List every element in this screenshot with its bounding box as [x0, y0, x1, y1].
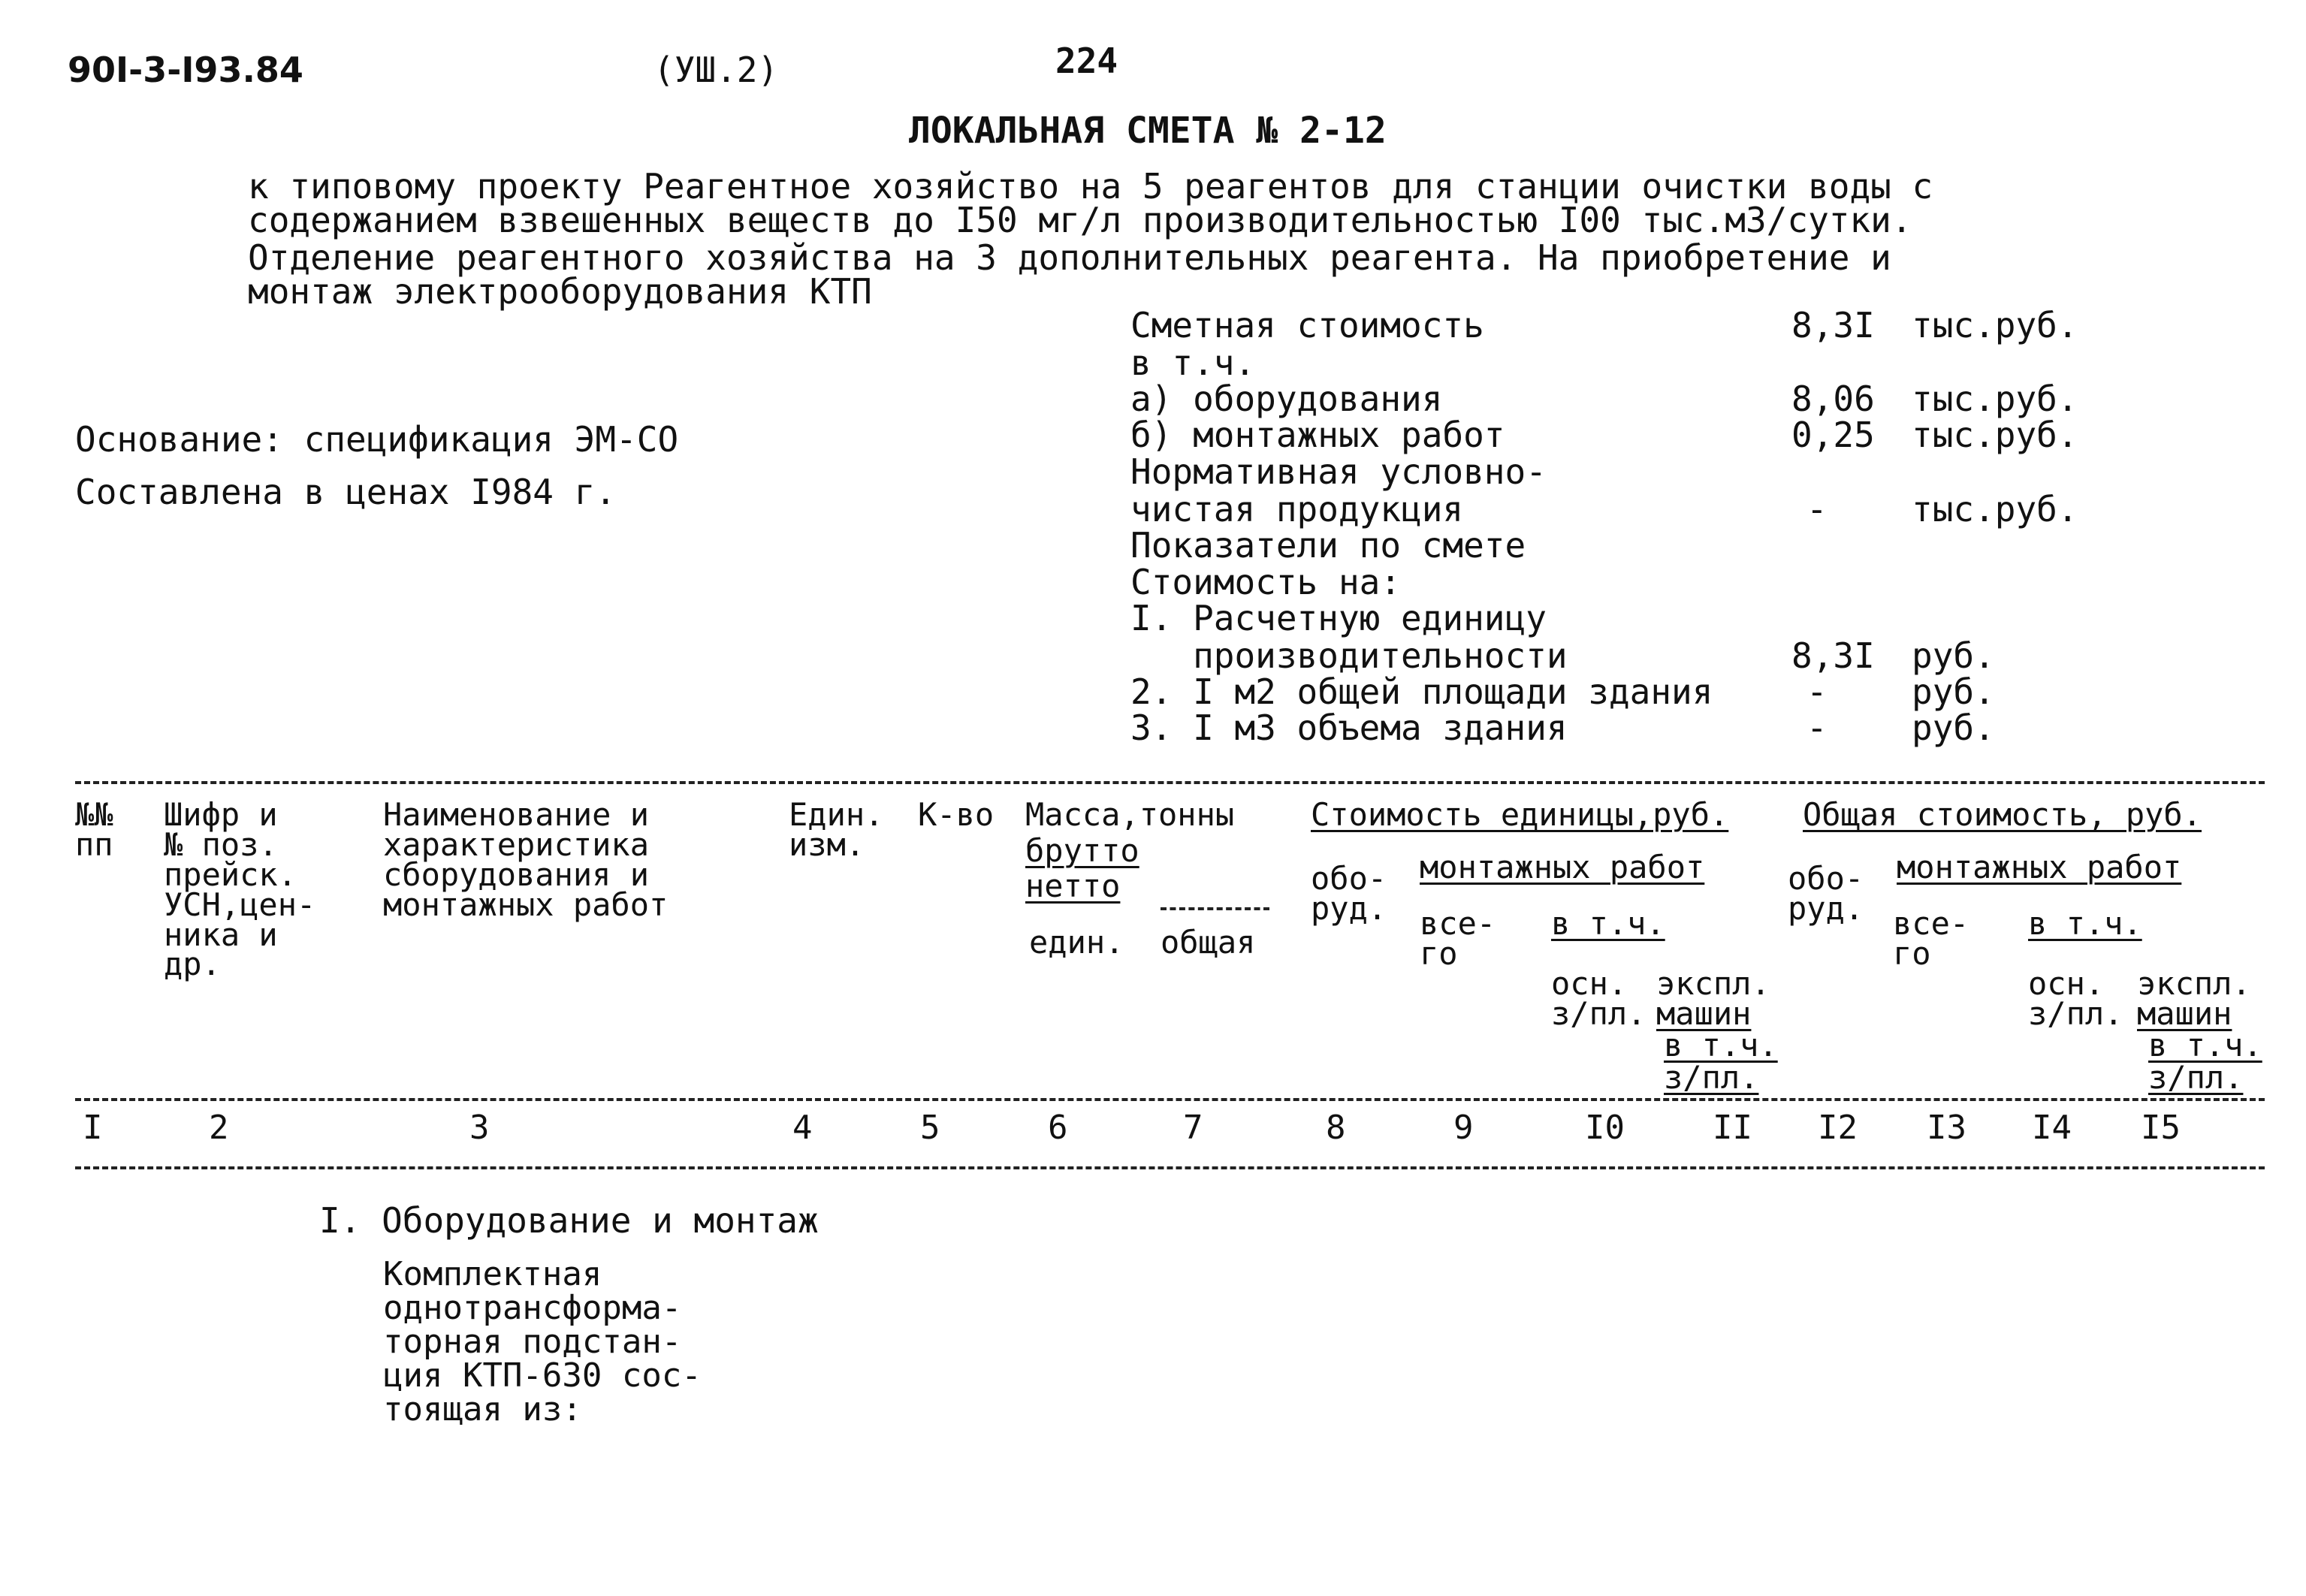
unit-incl-wage-label: в т.ч.: [1664, 1027, 1778, 1063]
col-header-unit: Един. изм.: [789, 796, 884, 863]
unit-incl-wage-label-2: з/пл.: [1664, 1059, 1759, 1096]
header-bottom-rule: [75, 1098, 2265, 1101]
summary-label: I. Расчетную единицу: [1130, 598, 1547, 638]
unit-machines-label: экспл.: [1656, 965, 1770, 1002]
total-machines-label: экспл.: [2137, 965, 2251, 1002]
column-number: I0: [1585, 1109, 1625, 1147]
summary-label: производительности: [1130, 635, 1568, 676]
subtitle-line: монтаж электрооборудования КТП: [248, 271, 872, 312]
unit-machines-label-2: машин: [1656, 995, 1752, 1032]
col-header-quantity: К-во: [918, 796, 995, 833]
mass-brutto-label: брутто: [1025, 832, 1139, 869]
document-code: 90I-3-I93.84: [68, 50, 303, 90]
column-number: 3: [469, 1109, 490, 1147]
summary-value: -: [1806, 707, 1828, 748]
column-number: I4: [2032, 1109, 2072, 1147]
document-title: ЛОКАЛЬНАЯ СМЕТА № 2-12: [909, 110, 1387, 152]
summary-label: Стоимость на:: [1130, 562, 1402, 602]
summary-label: чистая продукция: [1130, 489, 1464, 529]
total-incl-wage-label-2: з/пл.: [2148, 1059, 2244, 1096]
column-number: 9: [1453, 1109, 1474, 1147]
summary-unit: руб.: [1912, 635, 1995, 676]
summary-label: Нормативная условно-: [1130, 451, 1547, 492]
summary-value: 8,3I: [1791, 635, 1875, 676]
col-header-number: №№ пп: [75, 796, 113, 863]
summary-value: 8,06: [1791, 379, 1875, 419]
summary-unit: тыс.руб.: [1912, 379, 2078, 419]
item-description-line: торная подстан-: [383, 1323, 682, 1361]
basis-line: Основание: спецификация ЭМ-СО: [75, 419, 679, 460]
numbers-bottom-rule: [75, 1166, 2265, 1169]
column-number: II: [1713, 1109, 1752, 1147]
summary-label: 3. I м3 объема здания: [1130, 707, 1568, 748]
unit-cost-header: Стоимость единицы,руб.: [1311, 796, 1729, 833]
price-year-line: Составлена в ценах I984 г.: [75, 472, 617, 512]
summary-label: Сметная стоимость: [1130, 305, 1484, 345]
subtitle-line: Отделение реагентного хозяйства на 3 дополнительных реагента. На приобретение и: [248, 237, 1891, 278]
col-header-code: Шифр и № поз. прейск. УСН,цен- ника и др.: [164, 796, 316, 983]
col-header-mass: Масса,тонны: [1025, 796, 1235, 833]
total-mount-total-label: все- го: [1893, 905, 1969, 972]
column-number: 5: [920, 1109, 940, 1147]
unit-mount-header: монтажных работ: [1420, 849, 1705, 885]
column-number: 8: [1326, 1109, 1346, 1147]
subtitle-line: содержанием взвешенных веществ до I50 мг/л производительностью I00 тыс.м3/сутки.: [248, 200, 1912, 240]
column-number: I2: [1818, 1109, 1858, 1147]
column-number: 2: [209, 1109, 229, 1147]
total-incl-wage-label: в т.ч.: [2148, 1027, 2262, 1063]
volume-label: (УШ.2): [653, 50, 779, 90]
col-header-name: Наименование и характеристика сборудования и монтажных работ: [383, 796, 669, 923]
mass-unit-label: един.: [1029, 924, 1124, 961]
summary-label: в т.ч.: [1130, 342, 1256, 383]
summary-value: 0,25: [1791, 415, 1875, 455]
summary-label: Показатели по смете: [1130, 525, 1526, 566]
column-number: 4: [792, 1109, 813, 1147]
summary-value: -: [1806, 671, 1828, 712]
total-mount-header: монтажных работ: [1897, 849, 2182, 885]
table-top-rule: [75, 781, 2265, 784]
summary-unit: руб.: [1912, 671, 1995, 712]
summary-label: б) монтажных работ: [1130, 415, 1505, 455]
item-description-line: Комплектная: [383, 1255, 602, 1293]
unit-including-label: в т.ч.: [1551, 905, 1665, 942]
summary-unit: тыс.руб.: [1912, 489, 2078, 529]
mass-netto-label: нетто: [1025, 867, 1121, 904]
total-cost-header: Общая стоимость, руб.: [1803, 796, 2202, 833]
total-machines-label-2: машин: [2137, 995, 2232, 1032]
mass-divider: [1161, 907, 1269, 910]
unit-mount-total-label: все- го: [1420, 905, 1496, 972]
summary-label: 2. I м2 общей площади здания: [1130, 671, 1713, 712]
mass-total-label: общая: [1161, 924, 1256, 961]
subtitle-line: к типовому проекту Реагентное хозяйство на 5 реагентов для станции очистки воды с: [248, 166, 1933, 207]
unit-equipment-label: обо- руд.: [1311, 860, 1387, 927]
summary-unit: тыс.руб.: [1912, 305, 2078, 345]
summary-unit: руб.: [1912, 707, 1995, 748]
summary-unit: тыс.руб.: [1912, 415, 2078, 455]
total-including-label: в т.ч.: [2028, 905, 2142, 942]
column-number: I5: [2141, 1109, 2181, 1147]
page-number: 224: [1055, 41, 1118, 81]
total-base-wage-label: осн. з/пл.: [2028, 965, 2123, 1032]
column-number: 7: [1183, 1109, 1203, 1147]
summary-value: -: [1806, 489, 1828, 529]
item-description-line: однотрансформа-: [383, 1289, 682, 1327]
column-number: I3: [1927, 1109, 1966, 1147]
section-title: I. Оборудование и монтаж: [319, 1200, 819, 1241]
summary-value: 8,3I: [1791, 305, 1875, 345]
unit-base-wage-label: осн. з/пл.: [1551, 965, 1646, 1032]
column-number: 6: [1048, 1109, 1068, 1147]
total-equipment-label: обо- руд.: [1788, 860, 1864, 927]
item-description-line: ция КТП-630 сос-: [383, 1356, 702, 1395]
summary-label: а) оборудования: [1130, 379, 1443, 419]
column-number: I: [83, 1109, 103, 1147]
item-description-line: тоящая из:: [383, 1390, 582, 1429]
